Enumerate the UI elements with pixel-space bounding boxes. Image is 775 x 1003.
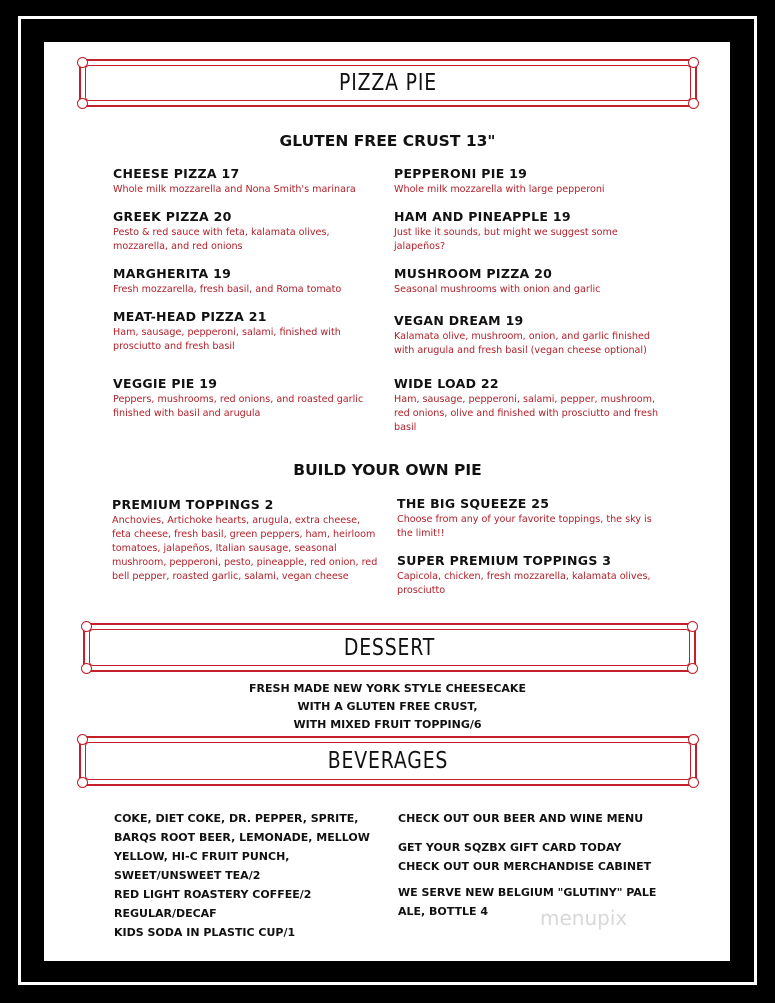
dessert-line: WITH A GLUTEN FREE CRUST, — [297, 700, 478, 713]
corner-ornament-icon — [688, 734, 699, 745]
menu-item — [113, 166, 383, 197]
dessert-line: FRESH MADE NEW YORK STYLE CHEESECAKE — [249, 682, 526, 695]
menu-item — [394, 209, 644, 254]
item-description: Ham, sausage, pepperoni, salami, finished with prosciutto and fresh basil — [113, 327, 341, 352]
corner-ornament-icon — [77, 777, 88, 788]
dessert-text — [0, 680, 775, 734]
build-your-own-heading: BUILD YOUR OWN PIE — [293, 461, 482, 479]
beverage-line: YELLOW, HI-C FRUIT PUNCH, — [114, 850, 290, 863]
item-description: Whole milk mozzarella and Nona Smith's marinara — [113, 184, 356, 195]
item-description: Choose from any of your favorite toppings, the sky is the limit!! — [397, 514, 652, 539]
beverages-banner — [79, 736, 697, 786]
menu-item — [394, 313, 664, 358]
item-name: WIDE LOAD 22 — [394, 376, 499, 391]
beverage-line: COKE, DIET COKE, DR. PEPPER, SPRITE, — [114, 812, 359, 825]
corner-ornament-icon — [81, 621, 92, 632]
corner-ornament-icon — [687, 621, 698, 632]
item-name: MARGHERITA 19 — [113, 266, 232, 281]
item-name: HAM AND PINEAPPLE 19 — [394, 209, 571, 224]
new-belgium-line: ALE, BOTTLE 4 — [398, 905, 489, 918]
beverages-left-list — [114, 809, 370, 942]
item-description: Whole milk mozzarella with large pepperoni — [394, 184, 605, 195]
item-description: Fresh mozzarella, fresh basil, and Roma tomato — [113, 284, 342, 295]
corner-ornament-icon — [77, 98, 88, 109]
beverage-line: BARQS ROOT BEER, LEMONADE, MELLOW — [114, 831, 370, 844]
corner-ornament-icon — [77, 57, 88, 68]
merchandise-line: CHECK OUT OUR MERCHANDISE CABINET — [398, 860, 652, 873]
item-name: SUPER PREMIUM TOPPINGS 3 — [397, 553, 612, 568]
item-name: VEGAN DREAM 19 — [394, 313, 524, 328]
beer-wine-note: CHECK OUT OUR BEER AND WINE MENU — [398, 812, 644, 825]
dessert-banner — [83, 623, 696, 672]
menu-item — [397, 496, 665, 541]
menu-item — [394, 266, 664, 297]
menu-item — [113, 209, 353, 254]
item-name: THE BIG SQUEEZE 25 — [397, 496, 550, 511]
dessert-title: DESSERT — [343, 634, 436, 661]
beverages-title: BEVERAGES — [327, 748, 449, 774]
item-name: MUSHROOM PIZZA 20 — [394, 266, 553, 281]
beverage-line: RED LIGHT ROASTERY COFFEE/2 — [114, 888, 312, 901]
menu-item — [394, 166, 664, 197]
menu-item — [113, 376, 378, 421]
menu-item — [113, 309, 358, 354]
item-name: GREEK PIZZA 20 — [113, 209, 232, 224]
menu-item — [394, 376, 664, 435]
menu-item — [397, 553, 665, 598]
item-description: Pesto & red sauce with feta, kalamata olives, mozzarella, and red onions — [113, 227, 330, 252]
corner-ornament-icon — [81, 663, 92, 674]
item-description: Peppers, mushrooms, red onions, and roasted garlic finished with basil and arugula — [113, 394, 364, 419]
corner-ornament-icon — [688, 777, 699, 788]
dessert-line: WITH MIXED FRUIT TOPPING/6 — [293, 718, 482, 731]
item-description: Seasonal mushrooms with onion and garlic — [394, 284, 601, 295]
item-name: CHEESE PIZZA 17 — [113, 166, 240, 181]
item-description: Kalamata olive, mushroom, onion, and garlic finished with arugula and fresh basil (vegan cheese optional) — [394, 331, 650, 356]
corner-ornament-icon — [687, 663, 698, 674]
corner-ornament-icon — [77, 734, 88, 745]
item-description: Just like it sounds, but might we suggest some jalapeños? — [394, 227, 618, 252]
item-name: MEAT-HEAD PIZZA 21 — [113, 309, 267, 324]
beverage-line: KIDS SODA IN PLASTIC CUP/1 — [114, 926, 296, 939]
item-name: PEPPERONI PIE 19 — [394, 166, 528, 181]
pizza-pie-banner — [79, 59, 697, 107]
beverage-line: SWEET/UNSWEET TEA/2 — [114, 869, 261, 882]
menu-item — [113, 266, 383, 297]
gift-card-note — [398, 838, 651, 876]
item-name: VEGGIE PIE 19 — [113, 376, 218, 391]
corner-ornament-icon — [688, 57, 699, 68]
menu-item — [112, 497, 382, 584]
menupix-watermark: menupix — [540, 906, 628, 930]
corner-ornament-icon — [688, 98, 699, 109]
new-belgium-line: WE SERVE NEW BELGIUM "GLUTINY" PALE — [398, 886, 657, 899]
gluten-free-heading: GLUTEN FREE CRUST 13" — [279, 132, 496, 150]
beverage-line: REGULAR/DECAF — [114, 907, 217, 920]
item-description: Capicola, chicken, fresh mozzarella, kalamata olives, prosciutto — [397, 571, 651, 596]
item-description: Anchovies, Artichoke hearts, arugula, extra cheese, feta cheese, fresh basil, green peppers, ham, heirloom tomatoes, jalapeños, Italian sausage, seasonal mushroom, pepperoni, pesto, pineapple, red onion, red bell pepper, roasted garlic, salami, vegan cheese — [112, 515, 378, 582]
item-description: Ham, sausage, pepperoni, salami, pepper, mushroom, red onions, olive and finished with prosciutto and fresh basil — [394, 394, 659, 433]
item-name: PREMIUM TOPPINGS 2 — [112, 497, 274, 512]
gift-card-line: GET YOUR SQZBX GIFT CARD TODAY — [398, 841, 622, 854]
pizza-pie-title: PIZZA PIE — [339, 70, 437, 96]
